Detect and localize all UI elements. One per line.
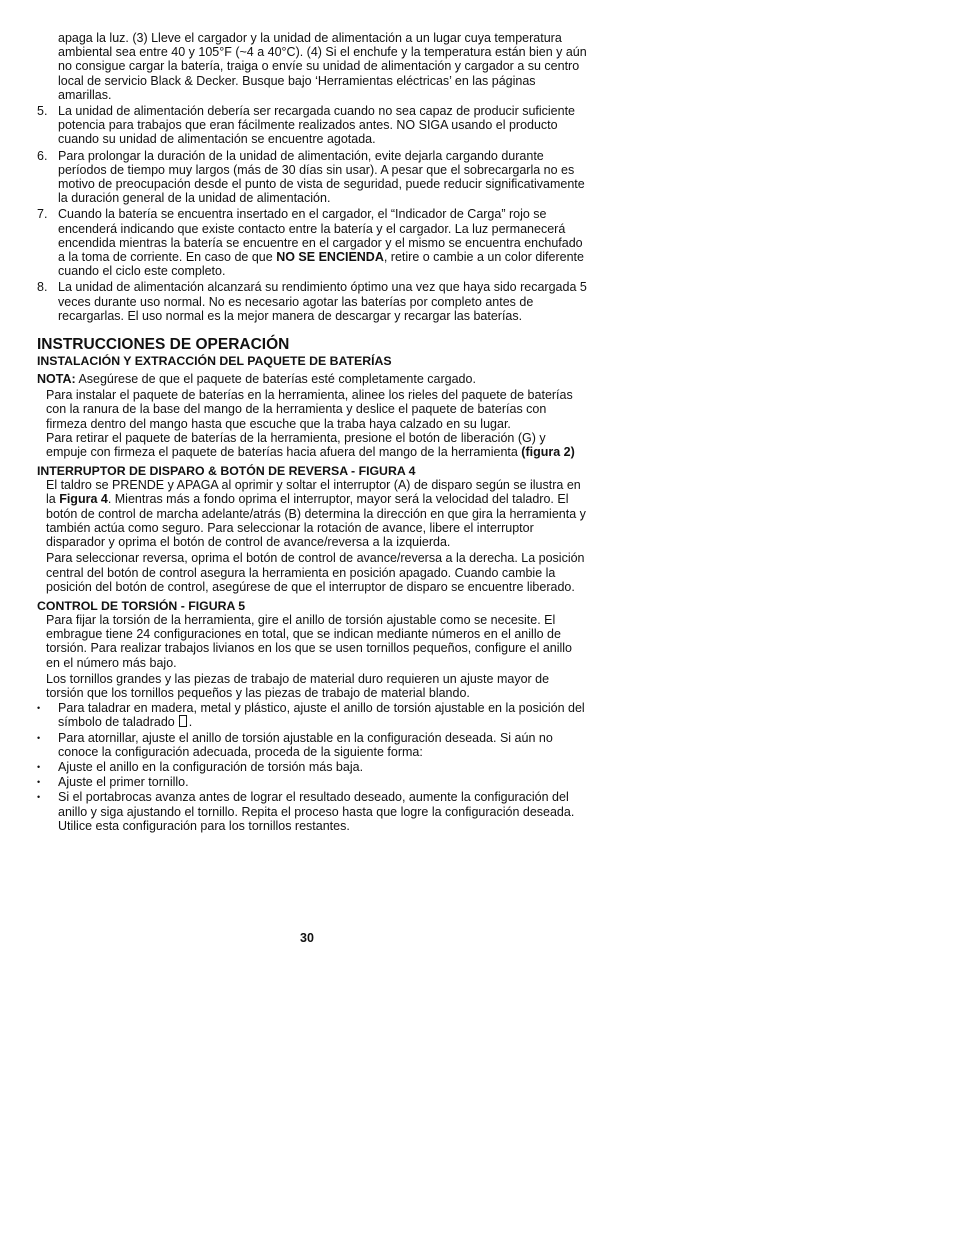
bullet-text <box>58 701 587 729</box>
torque-paragraph: Para fijar la torsión de la herramienta, gire el anillo de torsión ajustable como se necesite. El embrague tiene 24 configuraciones en total, que se indican mediante números en el anillo de torsión. Para realizar trabajos livianos en los que se usen tornillos pequeños, configure el anillo en el número más bajo. <box>46 612 573 670</box>
trigger-text: . Mientras más a fondo oprima el interruptor, mayor será la velocidad del taladro. El botón de control de marcha adelante/atrás (B) determina la dirección en que gira la herramienta y también actúa como seguro. Para seleccionar la rotación de avance, libere el interruptor disparador y oprima el botón de control de avance/reversa a la izquierda. <box>46 492 586 550</box>
list-number: 8. <box>37 280 48 295</box>
bullet-text: Para atornillar, ajuste el anillo de torsión ajustable en la configuración deseada. Si aún no conoce la configuración adecuada, proceda de la siguiente forma: <box>58 730 553 759</box>
bullet-text: Si el portabrocas avanza antes de lograr el resultado deseado, aumente la configuración del anillo y siga ajustando el tornillo. Repita el proceso hasta que logre la configuración deseada. Utilice esta configuración para los tornillos restantes. <box>58 790 575 833</box>
list-text-bold: NO SE ENCIENDA <box>276 250 384 265</box>
remove-text: Para retirar el paquete de baterías de la herramienta, presione el botón de liberación (G) y empuje con firmeza el paquete de baterías hacia afuera del mango de la herramienta <box>46 430 546 460</box>
list-text: La unidad de alimentación alcanzará su rendimiento óptimo una vez que haya sido recargada 5 veces durante uso normal. No es necesario agotar las baterías por completo antes de recargarlas. El uso normal es la mejor manera de descargar y recargar las baterías. <box>58 280 587 323</box>
bullet-text: Ajuste el anillo en la configuración de torsión más baja. <box>58 759 364 774</box>
list-text: Para prolongar la duración de la unidad de alimentación, evite dejarla cargando durante períodos de tiempo muy largos (más de 30 días sin usar). A pesar que el sobrecargarla no es motivo de preocupación desde el punto de vista de seguridad, puede reducir significativamente la duración general de la unidad de alimentación. <box>58 148 585 206</box>
figure-ref: (figura 2) <box>521 445 575 460</box>
list-item <box>37 280 587 323</box>
bullet-item <box>37 731 587 759</box>
torque-paragraph-2: Los tornillos grandes y las piezas de trabajo de material duro requieren un ajuste mayor de torsión que los tornillos pequeños y las piezas de trabajo de material blando. <box>46 671 550 700</box>
list-number: 7. <box>37 207 48 222</box>
list-number: 6. <box>37 148 48 163</box>
bullet-item <box>37 760 587 774</box>
list-item <box>37 207 587 278</box>
bullet-icon: • <box>37 732 41 743</box>
subsection-heading-torque: CONTROL DE TORSIÓN - FIGURA 5 <box>37 598 246 613</box>
remove-paragraph <box>37 431 587 459</box>
drill-symbol-icon <box>179 715 187 727</box>
subsection-heading-install: INSTALACIÓN Y EXTRACCIÓN DEL PAQUETE DE BATERÍAS <box>37 354 392 369</box>
list-item <box>37 149 587 206</box>
bullet-item <box>37 701 587 729</box>
bullet-item <box>37 790 587 833</box>
subsection-heading-trigger: INTERRUPTOR DE DISPARO & BOTÓN DE REVERSA - FIGURA 4 <box>37 464 416 479</box>
list-text: La unidad de alimentación debería ser recargada cuando no sea capaz de producir suficiente potencia para trabajos que eran fácilmente realizados antes. NO SIGA usando el producto cuando su unidad de alimentación se encuentre agotada. <box>58 104 576 147</box>
bullet-text: Ajuste el primer tornillo. <box>58 775 189 790</box>
list-text <box>58 207 587 278</box>
list-item <box>37 104 587 147</box>
list-number: 5. <box>37 104 48 119</box>
trigger-text: El taldro se PRENDE y APAGA al oprimir y soltar el interruptor (A) de disparo según se ilustra en la <box>46 478 581 507</box>
install-paragraph: Para instalar el paquete de baterías en la herramienta, alinee los rieles del paquete de baterías con la ranura de la base del mango de la herramienta y deslice el paquete de baterías con firmeza dentro del mango hasta que escuche que la traba haya calzado en su lugar. <box>46 388 573 431</box>
reverse-paragraph: Para seleccionar reversa, oprima el botón de control de avance/reversa a la derecha. La posición central del botón de control asegura la herramienta en posición apagado. Cuando cambie la posición del botón de control, asegúrese de que el interruptor de disparo se encuentre liberado. <box>46 551 585 594</box>
bullet-text-part: Para taladrar en madera, metal y plástico, ajuste el anillo de torsión ajustable en la posición del símbolo de taladrado <box>58 701 585 730</box>
bullet-icon: • <box>37 761 41 772</box>
bullet-text-end: . <box>188 715 193 730</box>
note-label: NOTA: <box>37 372 76 387</box>
note-text: Asegúrese de que el paquete de baterías esté completamente cargado. <box>75 372 476 387</box>
page-number: 30 <box>300 931 314 945</box>
continuation-paragraph: apaga la luz. (3) Lleve el cargador y la unidad de alimentación a un lugar cuya temperatura ambiental sea entre 40 y 105°F (~4 a 40°C). (4) Si el enchufe y la temperatura están bien y aún no consigue cargar la batería, traiga o envíe su unidad de alimentación y cargador a su centro local de servicio Black & Decker. Busque bajo ‘Herramientas eléctricas’ en las páginas amarillas. <box>58 31 587 102</box>
list-text-part: Cuando la batería se encuentra insertado en el cargador, el “Indicador de Carga” rojo se encenderá indicando que existe contacto entre la batería y el cargador. La luz permanecerá encendida mientras la batería se encuentre en el cargador y el mismo se encuentra enchufado a la toma de corriente. En caso de que <box>58 207 583 265</box>
bullet-icon: • <box>37 777 41 788</box>
list-text-part: , retire o cambie a un color diferente cuando el ciclo este completo. <box>58 250 584 279</box>
bullet-icon: • <box>37 703 41 714</box>
bullet-icon: • <box>37 792 41 803</box>
bullet-item <box>37 775 587 789</box>
note-paragraph <box>37 372 587 386</box>
figure-ref: Figura 4 <box>59 492 108 507</box>
section-title: INSTRUCCIONES DE OPERACIÓN <box>37 336 290 354</box>
document-body <box>37 31 587 833</box>
trigger-paragraph <box>37 478 587 549</box>
